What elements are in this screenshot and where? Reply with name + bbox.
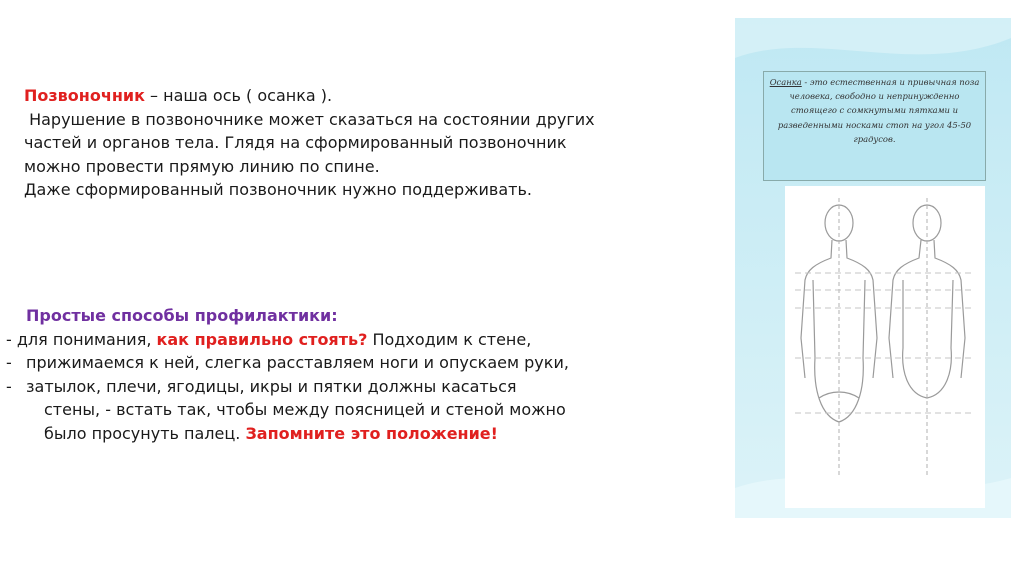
term-spine: Позвоночник [24, 86, 145, 105]
how-to-stand-highlight: как правильно стоять? [156, 329, 368, 349]
prevention-line: - затылок, плечи, ягодицы, икры и пятки должны касаться [6, 376, 517, 396]
intro-paragraph [24, 84, 714, 202]
prevention-line: было просунуть палец. Запомните это положение! [44, 423, 498, 443]
paragraph-line: частей и органов тела. Глядя на сформированный позвоночник [24, 133, 567, 153]
posture-definition-caption [763, 71, 986, 181]
intro-rest: – наша ось ( осанка ). [144, 86, 333, 105]
prevention-heading: Простые способы профилактики: [26, 306, 338, 325]
prevention-line: стены, - встать так, чтобы между поясницей и стеной можно [44, 400, 566, 420]
prevention-line: - для понимания, как правильно стоять? Подходим к стене, [6, 329, 532, 349]
prevention-paragraph [6, 304, 724, 446]
remember-highlight: Запомните это положение! [245, 423, 498, 443]
paragraph-line: Нарушение в позвоночнике может сказаться на состоянии других [24, 109, 595, 129]
paragraph-line: можно провести прямую линию по спине. [24, 156, 380, 176]
caption-term: Осанка [769, 77, 802, 87]
prevention-line: - прижимаемся к ней, слегка расставляем ноги и опускаем руки, [6, 353, 569, 373]
caption-text: - это естественная и привычная поза человека, свободно и непринужденно стоящего с сомкнутыми пятками и разведенными носками стоп на угол 45-50 градусов. [777, 77, 980, 144]
intro-line [24, 84, 714, 108]
paragraph-line: Даже сформированный позвоночник нужно поддерживать. [24, 180, 532, 200]
